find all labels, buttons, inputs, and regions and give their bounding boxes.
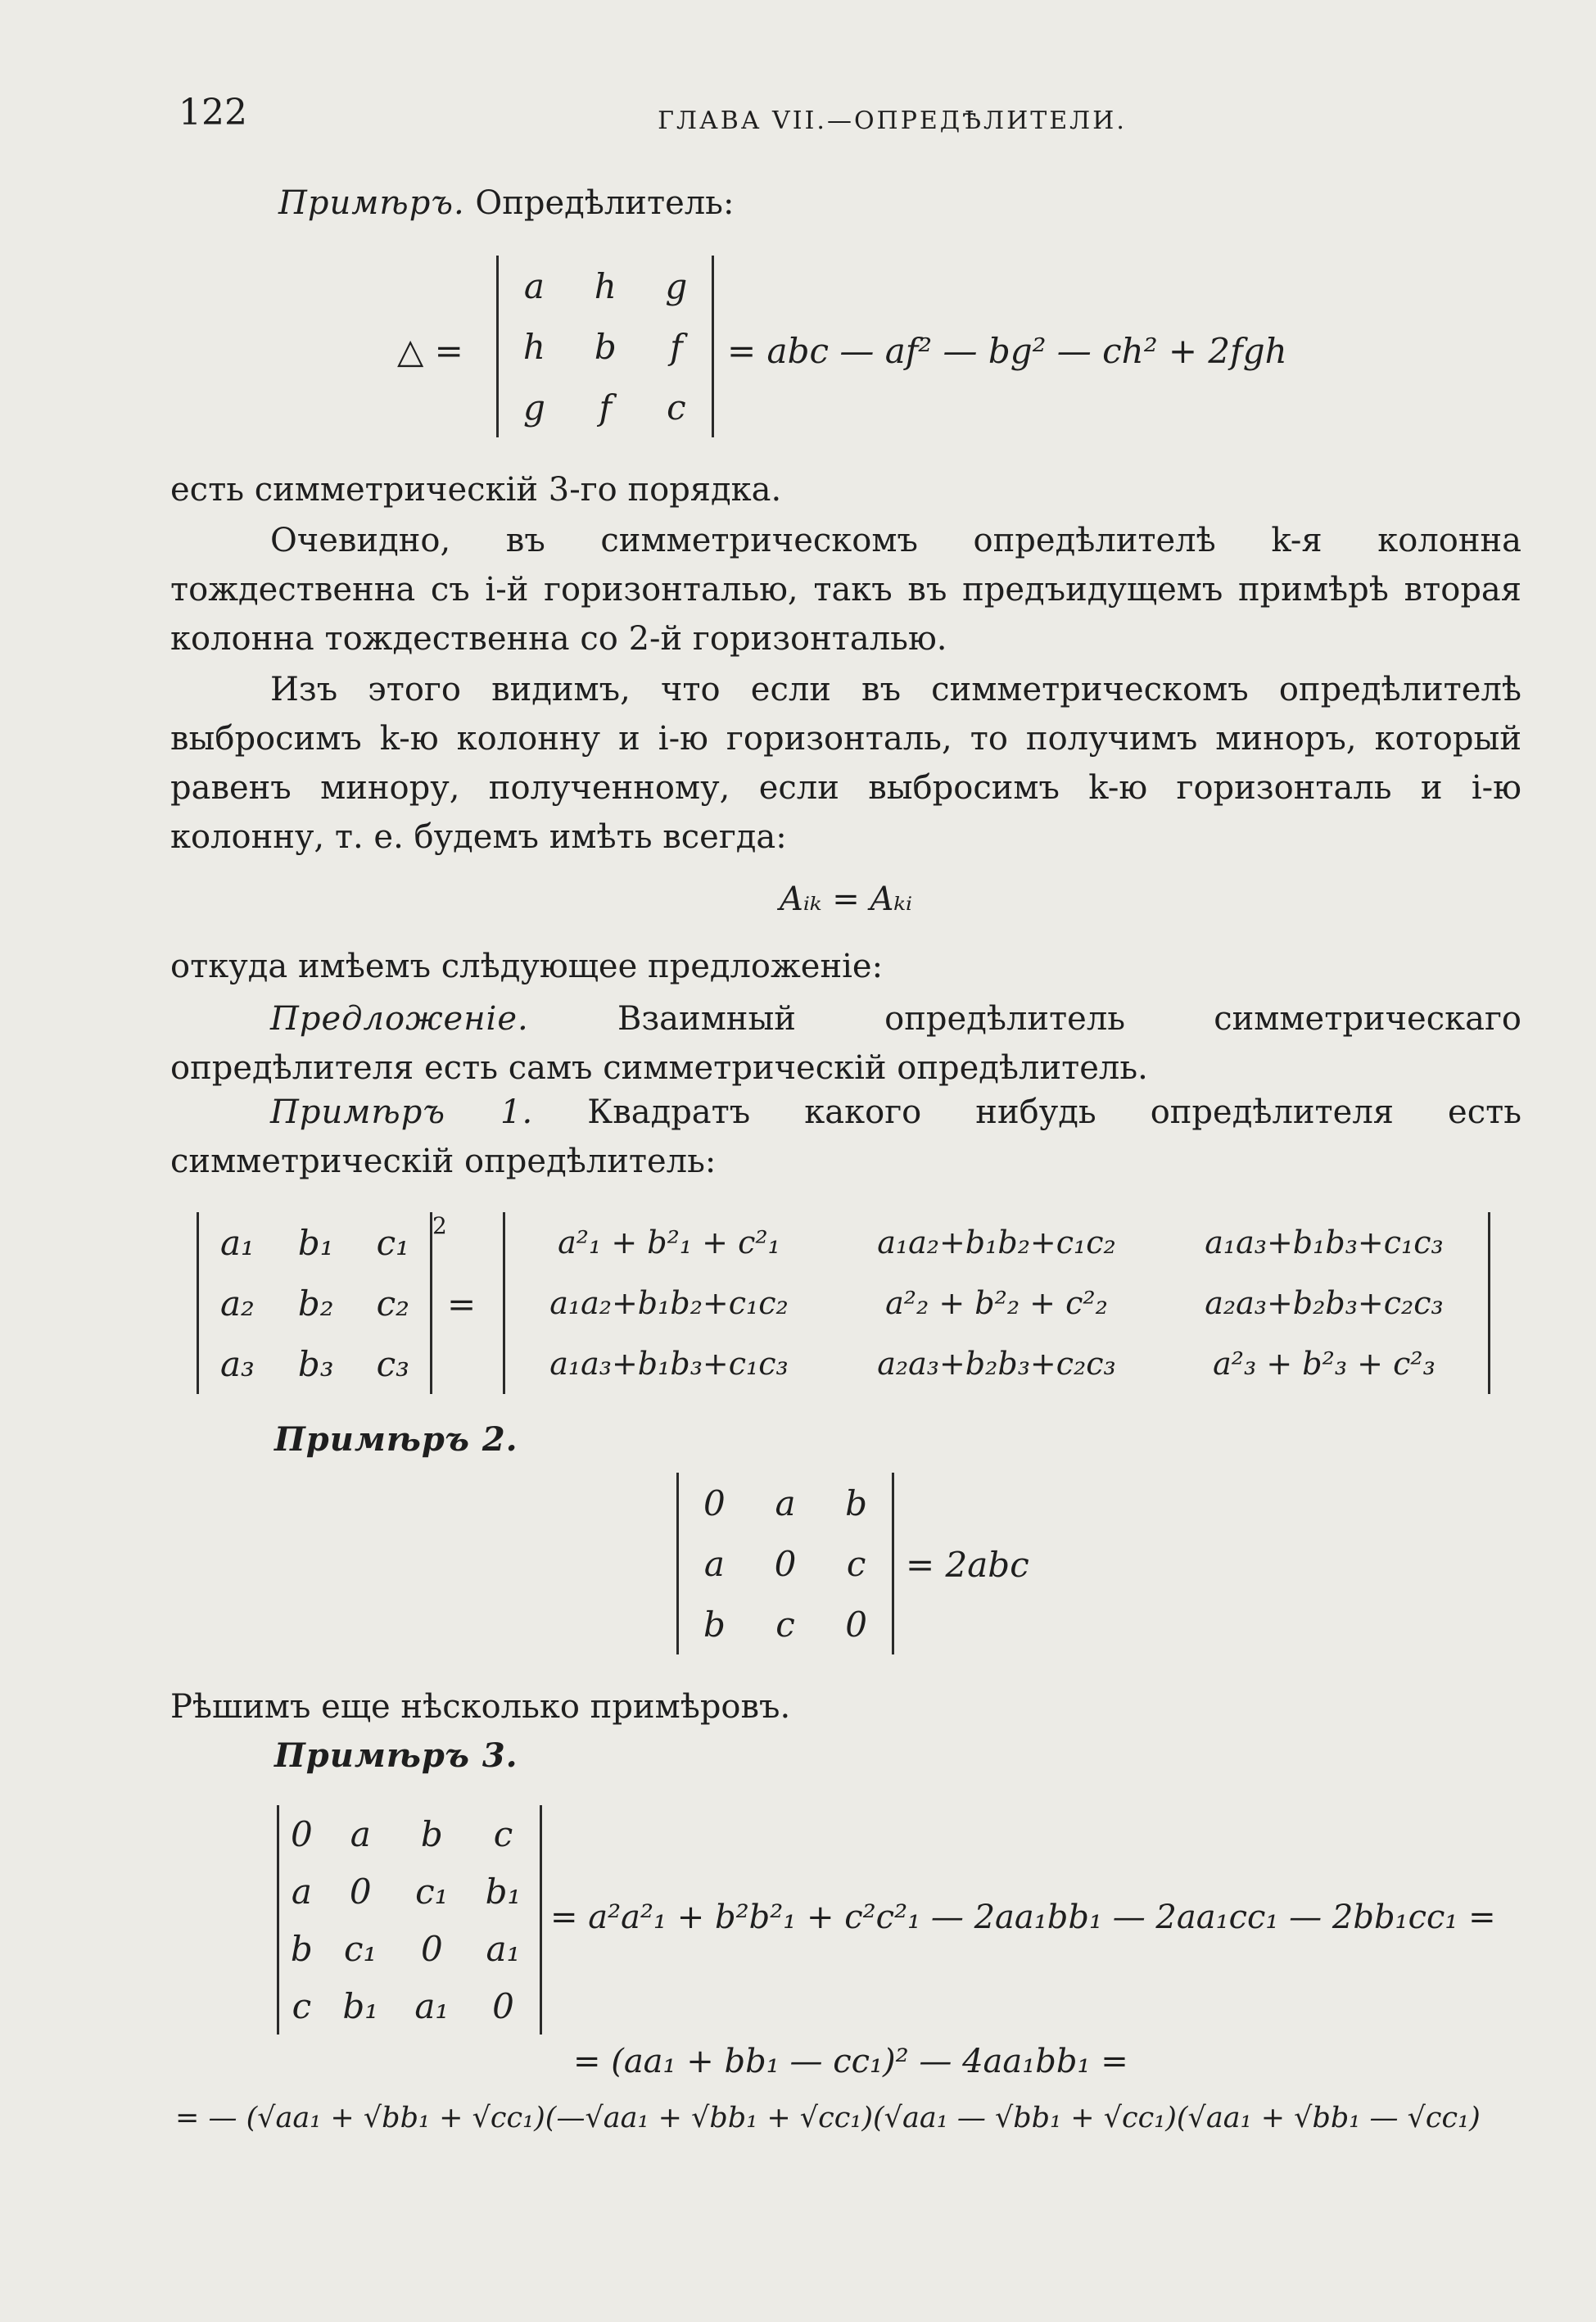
example-intro xyxy=(278,179,934,228)
cell: 0 xyxy=(349,1871,372,1912)
det2-rhs: = 2abc xyxy=(906,1545,1029,1585)
cell: a²₁ + b²₁ + c²₁ xyxy=(558,1224,780,1261)
proposition-text: Взаимный опредѣлитель симметрическаго опредѣлителя есть самъ симметрическій опредѣлитель. xyxy=(170,1000,1521,1087)
cell: b₁ xyxy=(297,1222,334,1263)
cell: a₁a₃+b₁b₃+c₁c₃ xyxy=(1205,1224,1444,1261)
example-2-label: Примѣръ 2. xyxy=(274,1420,518,1459)
cell: 0 xyxy=(420,1928,443,1969)
page-number: 122 xyxy=(179,92,247,134)
cell: 0 xyxy=(703,1482,726,1523)
cell: c xyxy=(493,1813,513,1854)
cell: c₂ xyxy=(376,1283,409,1324)
cell: b xyxy=(594,326,617,367)
example-1-label: Примѣръ 1. xyxy=(270,1093,534,1131)
example-1-text: Квадратъ какого нибудь опредѣлителя есть симметрическій опредѣлитель: xyxy=(170,1093,1522,1180)
example-intro-text: Опредѣлитель: xyxy=(475,184,735,222)
formula-aik: Aᵢₖ = Aₖᵢ xyxy=(780,880,912,918)
cell: a₁a₂+b₁b₂+c₁c₂ xyxy=(549,1285,789,1321)
cell: a₃ xyxy=(219,1343,255,1384)
cell: c₁ xyxy=(415,1871,449,1912)
cell: c xyxy=(667,387,686,428)
paragraph-3: Изъ этого видимъ, что если въ симметрическомъ опредѣлителѣ выбросимъ k-ю колонну и i-ю горизонталь, то получимъ миноръ, который равенъ минору, полученному, если выбросимъ k-ю горизонталь и i-ю колонну, т. е. будемъ имѣть всегда: xyxy=(170,671,1521,856)
cell: f xyxy=(599,387,613,428)
cell: c xyxy=(775,1604,795,1645)
cell: c xyxy=(846,1543,866,1584)
det1-rhs: = abc — af² — bg² — ch² + 2fgh xyxy=(727,331,1287,371)
cell: a xyxy=(291,1871,312,1912)
cell: b₁ xyxy=(485,1871,522,1912)
cell: a₁ xyxy=(486,1928,521,1969)
cell: a₁ xyxy=(219,1222,255,1263)
cell: g xyxy=(522,387,545,428)
cell: f xyxy=(670,326,683,367)
proposition-label: Предложеніе. xyxy=(270,1000,529,1038)
example-3-label: Примѣръ 3. xyxy=(274,1736,518,1775)
det3-line3: = — (√aa₁ + √bb₁ + √cc₁)(—√aa₁ + √bb₁ + √cc₁)(√aa₁ — √bb₁ + √cc₁)(√aa₁ + √bb₁ — √cc₁) xyxy=(175,2102,1481,2134)
cell: a²₃ + b²₃ + c²₃ xyxy=(1213,1346,1435,1382)
det3-rhs: = a²a²₁ + b²b²₁ + c²c²₁ — 2aa₁bb₁ — 2aa₁cc₁ — 2bb₁cc₁ = xyxy=(550,1899,1496,1936)
cell: a₁a₃+b₁b₃+c₁c₃ xyxy=(549,1346,789,1382)
paragraph-1: есть симметрическій 3-го порядка. xyxy=(170,471,782,509)
cell: c₁ xyxy=(376,1222,409,1263)
cell: h xyxy=(522,326,545,367)
running-title: ГЛАВА VII.—ОПРЕДѢЛИТЕЛИ. xyxy=(658,106,1127,135)
cell: c₃ xyxy=(376,1343,409,1384)
cell: b xyxy=(420,1813,443,1854)
proposition xyxy=(170,994,1521,1093)
paragraph-4: откуда имѣемъ слѣдующее предложеніе: xyxy=(170,948,884,985)
cell: a₁ xyxy=(414,1985,450,2026)
cell: b₁ xyxy=(342,1985,379,2026)
det-square-power: 2 xyxy=(432,1212,447,1239)
example-label: Примѣръ. xyxy=(278,184,465,222)
det3-line2: = (aa₁ + bb₁ — cc₁)² — 4aa₁bb₁ = xyxy=(573,2043,1128,2080)
cell: a₁a₂+b₁b₂+c₁c₂ xyxy=(877,1224,1116,1261)
cell: a₂a₃+b₂b₃+c₂c₃ xyxy=(1205,1285,1444,1321)
paragraph-5: Рѣшимъ еще нѣсколько примѣровъ. xyxy=(170,1688,791,1726)
det2-matrix xyxy=(676,1473,894,1654)
det-square-left xyxy=(197,1212,432,1394)
cell: c xyxy=(292,1985,312,2026)
cell: 0 xyxy=(845,1604,867,1645)
cell: a xyxy=(523,265,545,306)
cell: g xyxy=(665,265,688,306)
cell: a xyxy=(775,1482,796,1523)
cell: b xyxy=(290,1928,313,1969)
cell: b₂ xyxy=(297,1283,334,1324)
det-square-right xyxy=(503,1212,1490,1394)
example-1 xyxy=(170,1088,1521,1186)
paragraph-2: Очевидно, въ симметрическомъ опредѣлителѣ k-я колонна тождественна съ i-й горизонталью, такъ въ предъидущемъ примѣрѣ вторая колонна тождественна со 2-й горизонталью. xyxy=(170,522,1521,658)
cell: a₂ xyxy=(219,1283,255,1324)
cell: a²₂ + b²₂ + c²₂ xyxy=(885,1285,1108,1321)
cell: b₃ xyxy=(297,1343,334,1384)
cell: 0 xyxy=(774,1543,797,1584)
cell: 0 xyxy=(290,1813,313,1854)
cell: b xyxy=(703,1604,726,1645)
cell: a xyxy=(703,1543,725,1584)
det-square-equals: = xyxy=(447,1284,477,1324)
cell: a xyxy=(350,1813,371,1854)
det1-lhs: △ = xyxy=(397,331,463,371)
cell: 0 xyxy=(492,1985,514,2026)
cell: a₂a₃+b₂b₃+c₂c₃ xyxy=(877,1346,1116,1382)
cell: b xyxy=(845,1482,868,1523)
cell: c₁ xyxy=(344,1928,378,1969)
det3-matrix xyxy=(277,1805,542,2035)
det1-matrix xyxy=(496,256,714,437)
cell: h xyxy=(594,265,617,306)
